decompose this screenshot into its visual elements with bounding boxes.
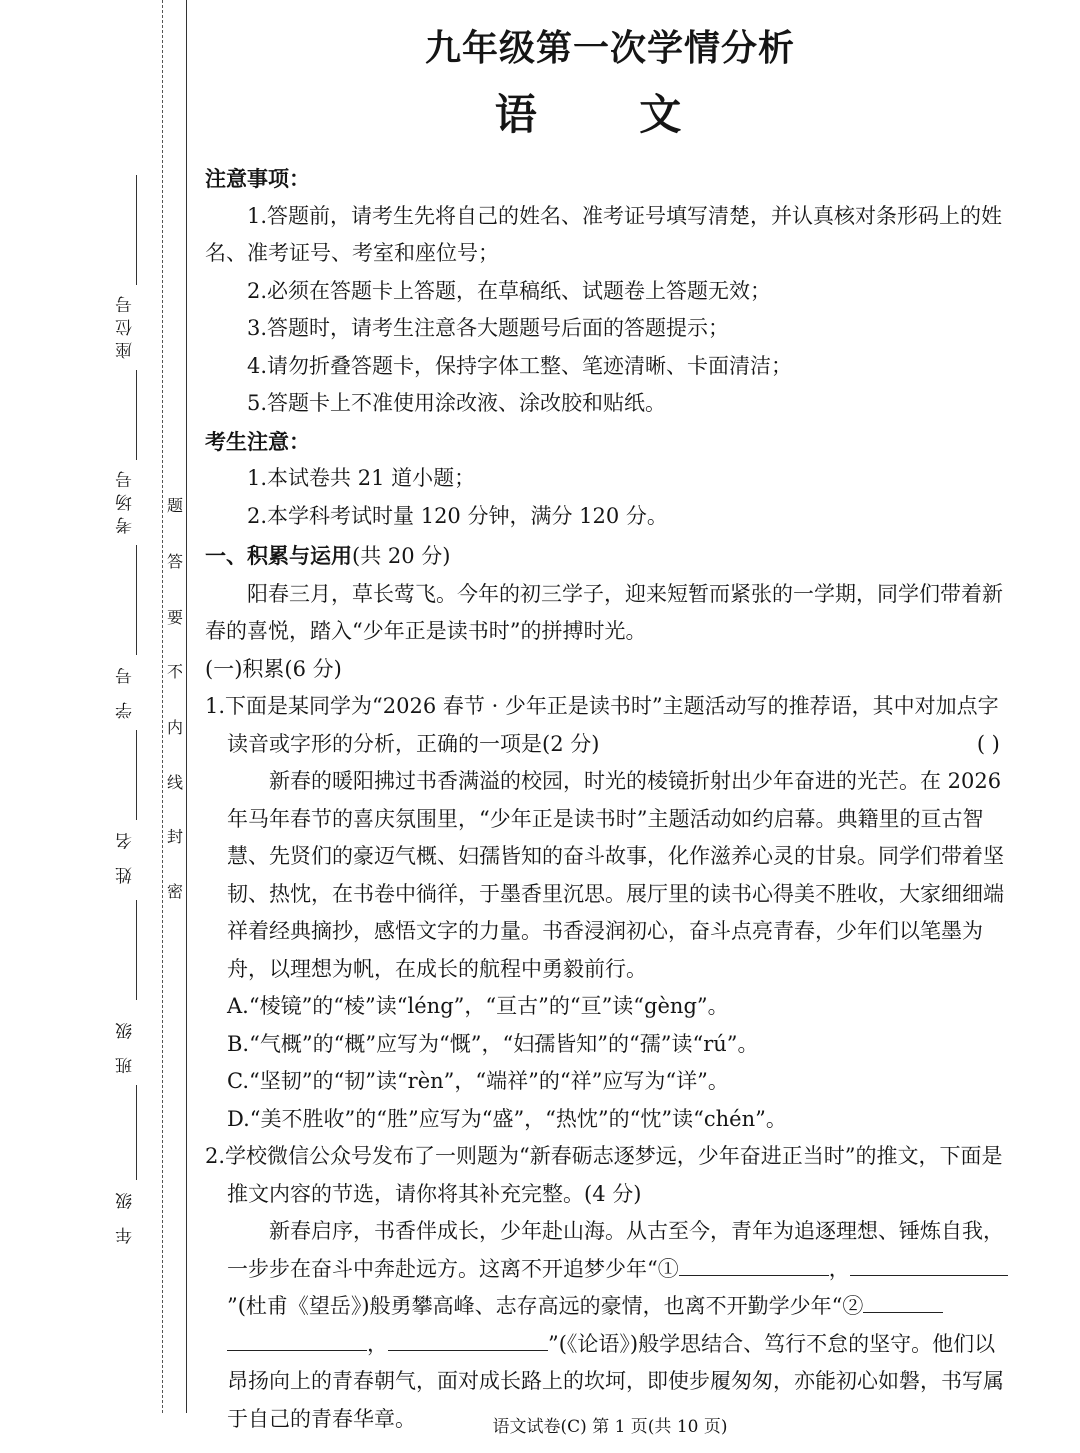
fill-blank-1[interactable] bbox=[679, 1253, 829, 1276]
dashed-seal-line bbox=[162, 0, 163, 1413]
candidate-heading: 考生注意： bbox=[205, 428, 310, 454]
section-intro: 阳春三月，草长莺飞。今年的初三学子，迎来短暂而紧张的一学期，同学们带着新春的喜悦，踏入“少年正是读书时”的拼搏时光。 bbox=[205, 581, 1003, 643]
subject-title: 语 文 bbox=[494, 90, 726, 139]
option-b[interactable]: B.“气概”的“概”应写为“慨”，“妇孺皆知”的“孺”读“rú”。 bbox=[227, 1031, 759, 1056]
q2-text-a: 新春启序，书香伴成长，少年赴山海。从古至今，青年为追逐理想、锤炼自我，一步步在奋斗中奔赴远方。这离不开追梦少年“① bbox=[227, 1219, 1004, 1281]
question-1-passage: 新春的暖阳拂过书香满溢的校园，时光的棱镜折射出少年奋进的光芒。在 2026 年马年春节的喜庆氛围里，“少年正是读书时”主题活动如约启幕。典籍里的亘古智慧、先贤们的豪迈气概、妇孺皆知的奋斗故事，化作滋养心灵的甘泉。同学们带着坚韧、热忱，在书卷中徜徉，于墨香里沉思。展厅里的读书心得美不胜收，大家细细端祥着经典摘抄，感悟文字的力量。书香浸润初心，奋斗点亮青春，少年们以笔墨为舟，以理想为帆，在成长的航程中勇毅前行。 bbox=[227, 769, 1004, 981]
seat-number-label: 座位号 bbox=[116, 290, 136, 360]
candidate-item: 2.本学科考试时量 120 分钟，满分 120 分。 bbox=[247, 503, 668, 528]
option-c[interactable]: C.“坚韧”的“韧”读“rèn”，“端祥”的“祥”应写为“详”。 bbox=[227, 1069, 729, 1093]
question-1-stem bbox=[205, 688, 1015, 763]
option-a[interactable]: A.“棱镜”的“棱”读“léng”，“亘古”的“亘”读“gèng”。 bbox=[227, 994, 729, 1018]
q2-comma-2: ， bbox=[367, 1331, 388, 1356]
grade-label: 年 级 bbox=[116, 1186, 136, 1244]
student-id-blank[interactable] bbox=[136, 545, 137, 655]
subsection-heading: (一)积累(6 分) bbox=[205, 656, 342, 681]
exam-room-label: 考场号 bbox=[116, 465, 136, 535]
q2-comma: ， bbox=[828, 1256, 850, 1281]
exam-content bbox=[205, 160, 1015, 1438]
seal-line bbox=[186, 0, 187, 1413]
answer-paren[interactable]: ( ) bbox=[976, 731, 1000, 756]
fill-blank-2c[interactable] bbox=[388, 1328, 548, 1351]
seal-char: 答 bbox=[166, 552, 183, 571]
seal-char: 不 bbox=[166, 662, 183, 681]
seal-char: 题 bbox=[166, 496, 183, 515]
seal-char: 封 bbox=[166, 827, 183, 846]
option-d[interactable]: D.“美不胜收”的“胜”应写为“盛”，“热忱”的“忱”读“chén”。 bbox=[227, 1106, 787, 1131]
seal-char: 内 bbox=[166, 718, 183, 737]
question-2-passage bbox=[205, 1213, 1015, 1438]
seal-char: 线 bbox=[166, 773, 183, 792]
fill-blank-2b[interactable] bbox=[227, 1328, 367, 1351]
q2-text-b: ”(杜甫《望岳》)般勇攀高峰、志存高远的豪情，也离不开勤学少年“② bbox=[227, 1294, 864, 1318]
question-1-text: 1.下面是某同学为“2026 春节 · 少年正是读书时”主题活动写的推荐语，其中对加点字读音或字形的分析，正确的一项是(2 分) bbox=[205, 694, 999, 756]
exam-room-blank[interactable] bbox=[136, 370, 137, 460]
q2-text-c: ”(《论语》)般学思结合、笃行不怠的坚守。他们以昂扬向上的青春朝气，面对成长路上的坎坷，即使步履匆匆，亦能初心如磐，书写属于自己的青春华章。 bbox=[227, 1331, 1004, 1431]
student-id-label: 学 号 bbox=[116, 661, 136, 719]
question-2-stem: 2.学校微信公众号发布了一则题为“新春砺志逐梦远，少年奋进正当时”的推文，下面是推文内容的节选，请你将其补充完整。(4 分) bbox=[205, 1144, 1003, 1206]
notice-item: 3.答题时，请考生注意各大题题号后面的答题提示； bbox=[247, 316, 730, 340]
page-footer: 语文试卷(C) 第 1 页(共 10 页) bbox=[492, 1417, 728, 1437]
seat-blank[interactable] bbox=[136, 175, 137, 285]
fill-blank-1b[interactable] bbox=[850, 1253, 970, 1276]
section-heading bbox=[205, 537, 1015, 576]
exam-title: 九年级第一次学情分析 bbox=[424, 27, 795, 69]
notice-item: 5.答题卡上不准使用涂改液、涂改胶和贴纸。 bbox=[247, 391, 667, 415]
name-label: 姓 名 bbox=[116, 826, 136, 884]
notice-heading: 注意事项： bbox=[205, 166, 310, 191]
class-label: 班 级 bbox=[116, 1016, 136, 1074]
section-score: (共 20 分) bbox=[352, 544, 451, 568]
seal-char: 要 bbox=[166, 608, 183, 627]
notice-item: 2.必须在答题卡上答题，在草稿纸、试题卷上答题无效； bbox=[247, 278, 772, 303]
grade-blank[interactable] bbox=[136, 1085, 137, 1180]
class-blank[interactable] bbox=[136, 900, 137, 1000]
name-blank[interactable] bbox=[136, 730, 137, 820]
fill-blank-2[interactable] bbox=[863, 1290, 943, 1313]
section-title: 一、积累与运用 bbox=[205, 543, 352, 568]
notice-item: 4.请勿折叠答题卡，保持字体工整、笔迹清晰、卡面清洁； bbox=[247, 353, 793, 378]
candidate-item: 1.本试卷共 21 道小题； bbox=[247, 466, 476, 490]
notice-item: 1.答题前，请考生先将自己的姓名、准考证号填写清楚，并认真核对条形码上的姓名、准考证号、考室和座位号； bbox=[205, 203, 1003, 265]
seal-char: 密 bbox=[166, 882, 183, 901]
fill-blank-1c[interactable] bbox=[970, 1253, 1008, 1276]
